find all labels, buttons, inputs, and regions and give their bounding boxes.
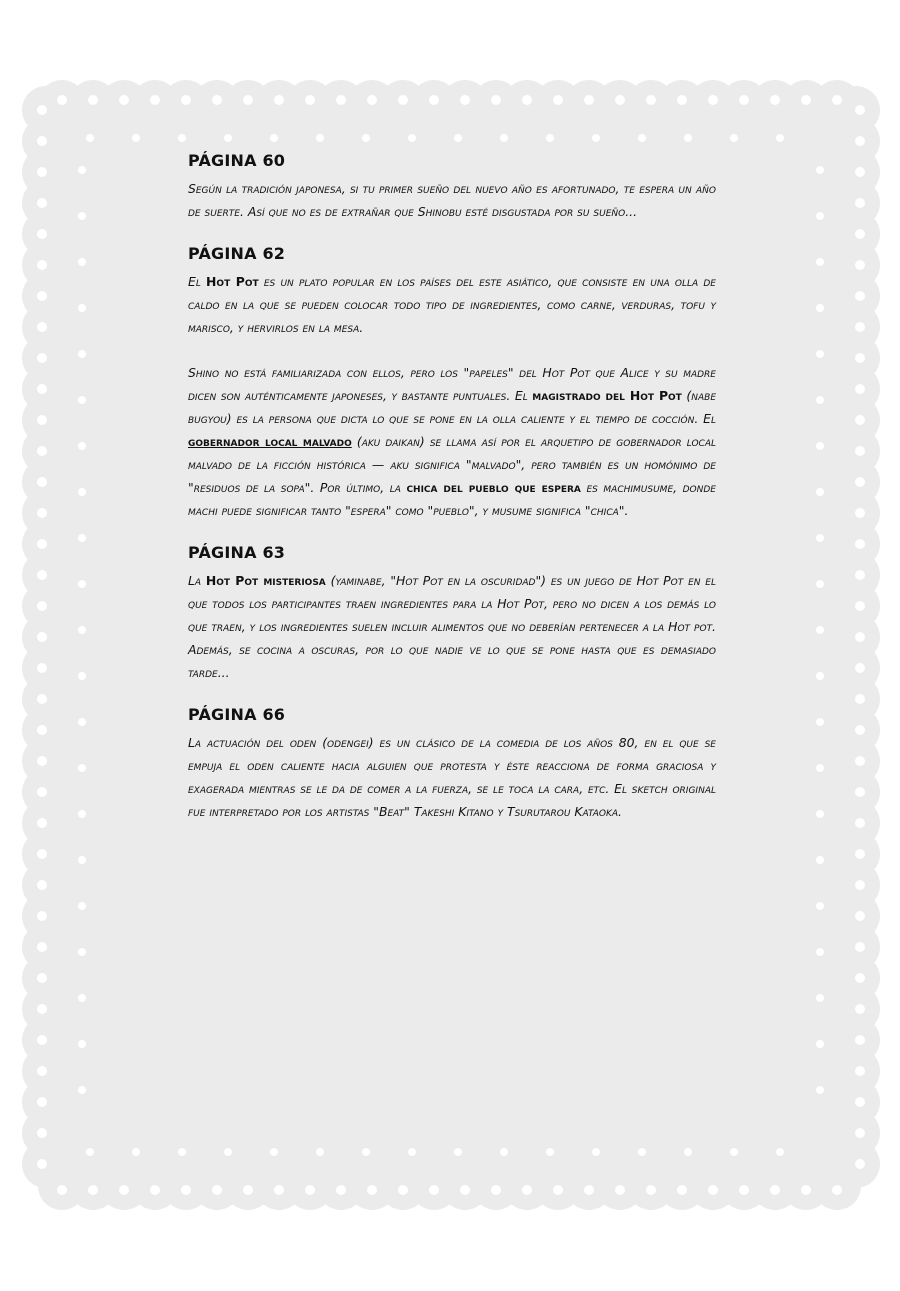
section-heading: PÁGINA 66	[188, 705, 286, 724]
emphasis-text: Hot Pot misteriosa	[205, 573, 326, 588]
emphasis-text: yaminabe	[335, 573, 382, 588]
section-pagina-60	[188, 150, 716, 223]
paragraph-text: ) es la persona que dicta lo que se pone en la olla caliente y el tiempo de cocción. El	[226, 411, 716, 426]
section-pagina-63	[188, 542, 716, 684]
paragraph-text: (	[681, 388, 692, 403]
paragraph-text: significa "malvado", pero también es un homónimo de "residuos de la sopa". Por último, la	[188, 457, 716, 495]
paragraph-text: La actuación del oden (	[188, 735, 328, 750]
paragraph-text: La	[188, 573, 206, 588]
section-paragraph	[188, 569, 716, 684]
section-heading: PÁGINA 63	[188, 543, 286, 562]
emphasis-text: Hot Pot	[206, 274, 259, 289]
section-pagina-62	[188, 243, 716, 522]
section-heading: PÁGINA 60	[188, 151, 286, 170]
paragraph-text: (	[325, 573, 336, 588]
section-pagina-66	[188, 704, 716, 823]
paragraph-text: El	[188, 274, 207, 289]
paragraph-text: , "Hot Pot en la oscuridad") es un juego de Hot Pot en el que todos los participantes traen ingredientes para la Hot Pot, pero no dicen a los demás lo que traen, y los ingredientes suelen incluir alimentos que no deberían pertenecer a la Hot pot. Además, se cocina a oscuras, por lo que nadie ve lo que se pone hasta que es demasiado tarde...	[188, 573, 717, 680]
emphasis-text: machi	[188, 503, 218, 518]
emphasis-text: nabe bugyou	[188, 388, 716, 426]
section-paragraph	[188, 731, 716, 823]
paragraph-text: ) se llama así por el arquetipo de gobernador local malvado de la ficción histórica —	[188, 434, 716, 472]
emphasis-text: machimusume	[603, 480, 674, 495]
paragraph-text: , donde	[673, 480, 716, 495]
paragraph-text: puede significar tanto "espera" como "pueblo", y	[217, 503, 492, 518]
section-heading: PÁGINA 62	[188, 244, 286, 263]
emphasis-text: aku	[390, 457, 409, 472]
paragraph-text: significa "chica".	[532, 503, 629, 518]
paragraph-text: Según la tradición japonesa, si tu primer sueño del nuevo año es afortunado, te espera un año de suerte. Así que no es de extrañar que Shinobu esté disgustada por su sueño...	[188, 181, 716, 219]
section-paragraph	[188, 270, 716, 339]
paragraph-text: es un plato popular en los países del este asiático, que consiste en una olla de caldo en la que se pueden colocar todo tipo de ingredientes, como carne, verduras, tofu y marisco, y hervirlos en la mesa.	[188, 274, 716, 335]
emphasis-text: chica del pueblo que espera	[406, 480, 581, 495]
paragraph-text: ) es un clásico de la comedia de los años 80, en el que se empuja el oden caliente hacia alguien que protesta y éste reacciona de forma graciosa y exagerada mientras se le da de comer a la fuerza, se le toca la cara, etc. El sketch original fue interpretado por los artistas "Beat" Takeshi Kitano y Tsurutarou Kataoka.	[188, 735, 716, 819]
emphasis-text: aku daikan	[361, 434, 420, 449]
emphasis-text: magistrado del Hot Pot	[532, 388, 682, 403]
paragraph-text: Shino no está familiarizada con ellos, pero los "papeles" del Hot Pot que Alice y su madre dicen son auténticamente japoneses, y bastante puntuales. El	[188, 365, 716, 403]
paragraph-text: (	[351, 434, 362, 449]
notes-page-content	[188, 150, 716, 843]
emphasis-text: gobernador local malvado	[188, 434, 352, 449]
emphasis-text: musume	[491, 503, 533, 518]
section-paragraph	[188, 177, 716, 223]
emphasis-text: odengei	[327, 735, 369, 750]
paragraph-text: es	[580, 480, 604, 495]
section-paragraph	[188, 361, 716, 522]
